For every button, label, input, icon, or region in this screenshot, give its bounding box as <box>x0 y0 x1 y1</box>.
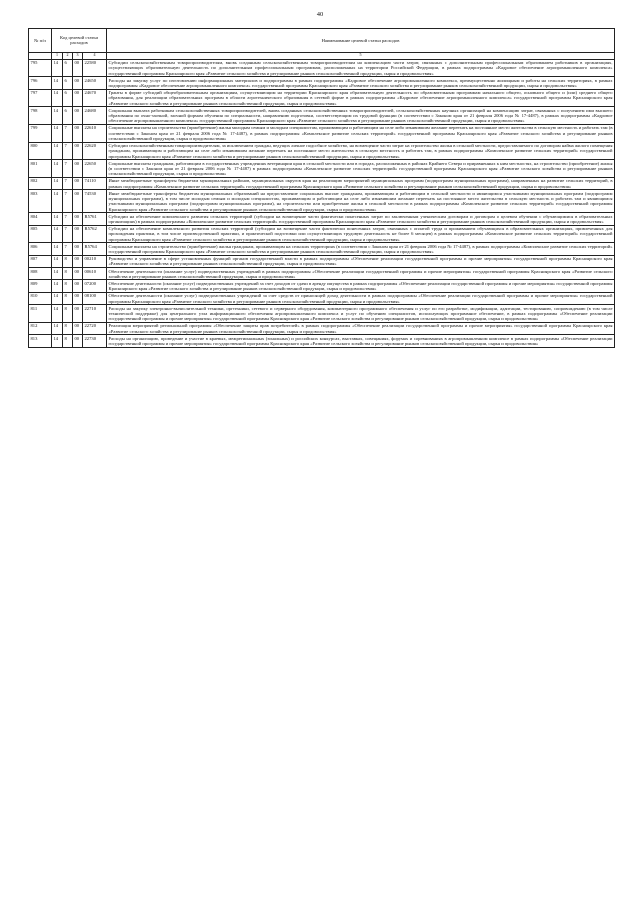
code-part-4: 22720 <box>83 322 107 334</box>
expense-name: Социальные выплаты на строительство (приобретение) жилья гражданам, проживающим на сельских территориях (в соответствии с Законом края от 21 февраля 2006 года № 17-4487), в рамках подпрограммы «Комплексное развитие сельских территорий» государственной программы Красноярского края «Развитие сельского хозяйства и регулирование рынков сельскохозяйственной продукции, сырья и продовольствия» <box>108 243 613 255</box>
table-row <box>29 255 615 267</box>
code-part-1: 14 <box>52 268 63 280</box>
code-part-2: 6 <box>63 89 73 107</box>
code-part-4: 24670 <box>83 89 107 107</box>
index-cell: 1 <box>52 52 63 59</box>
code-part-1: 14 <box>52 160 63 178</box>
table-row <box>29 177 615 189</box>
code-part-4: R5764 <box>83 243 107 255</box>
code-part-2: 8 <box>63 255 73 267</box>
table-row <box>29 124 615 142</box>
expense-name: Социальная выплата работникам сельскохозяйственных товаропроизводителей, вновь созданных сельскохозяйственных товаропроизводителей, сельскохозяйственных научных организаций на компенсацию затрат, связанных с получением ими высшего образования по очно-заочной, заочной формам обучения по специальности, направлению подготовки, соответствующим их трудовой функции (в соответствии с Законом края от 21 февраля 2006 года № 17-4487), в рамках подпрограммы «Кадровое обеспечение агропромышленного комплекса» государственной программы Красноярского края «Развитие сельского хозяйства и регулирование рынков сельскохозяйственной продукции, сырья и продовольствия» <box>108 107 613 124</box>
table-row <box>29 305 615 323</box>
code-part-2: 8 <box>63 292 73 304</box>
row-number: 803 <box>29 190 52 213</box>
code-part-1: 14 <box>52 107 63 125</box>
row-number: 804 <box>29 213 52 225</box>
code-part-1: 14 <box>52 255 63 267</box>
code-part-1: 14 <box>52 89 63 107</box>
expense-name: Расходы на закупку электронно-вычислительной техники, оргтехники, сетевого и серверного оборудования, компьютерного программного обеспечения и услуг по его разработке, модификации, адаптации, тестированию, сопровождению (в том числе технической поддержке) для центрального узла информационного обеспечения агропромышленного комплекса и услуг по обучению специалистов, использующих программное обеспечение, в рамках подпрограммы «Обеспечение реализации государственной программы и прочие мероприятия» государственной программы Красноярского края «Развитие сельского хозяйства и регулирование рынков сельскохозяйственной продукции, сырья и продовольствия» <box>108 305 613 322</box>
code-part-1: 14 <box>52 59 63 77</box>
code-part-4: 24680 <box>83 107 107 125</box>
code-part-1: 14 <box>52 280 63 292</box>
row-number: 800 <box>29 142 52 160</box>
table-header-row <box>29 29 615 53</box>
page-number: 40 <box>316 11 324 18</box>
table-row <box>29 335 615 347</box>
code-part-3: 00 <box>73 77 83 89</box>
table-row <box>29 213 615 225</box>
header-code: Код целевой статьи расходов <box>52 29 107 53</box>
code-part-4: R5762 <box>83 225 107 243</box>
expense-name: Субсидии сельскохозяйственным товаропроизводителям, за исключением граждан, ведущих личное подсобное хозяйство, на возмещение части затрат на строительство жилья в сельской местности, предоставляемого по договорам найма жилого помещения гражданам, проживающим и работающим на селе либо изъявившим желание переехать на постоянное место жительства в сельскую местность и работать там, в рамках подпрограммы «Комплексное развитие сельских территорий» государственной программы Красноярского края «Развитие сельского хозяйства и регулирование рынков сельскохозяйственной продукции, сырья и продовольствия» <box>108 143 613 159</box>
index-cell <box>29 52 52 59</box>
index-cell: 3 <box>73 52 83 59</box>
expense-name: Обеспечение деятельности (оказание услуг) подведомственных учреждений за счет доходов от сдачи в аренду имущества в рамках подпрограммы «Обеспечение реализации государственной программы и прочие мероприятия» государственной программы Красноярского края «Развитие сельского хозяйства и регулирование рынков сельскохозяйственной продукции, сырья и продовольствия» <box>108 280 613 292</box>
code-part-2: 8 <box>63 322 73 334</box>
expense-name: Иные межбюджетные трансферты бюджетам муниципальных образований на предоставление социальных выплат гражданам, проживающим и работающим в сельской местности и являющимся участниками муниципальных программ (подпрограмм муниципальных программ), в том числе молодым семьям и молодым специалистам, проживающим и работающим на селе либо изъявившим желание переехать на постоянное место жительства в сельскую местность и работать там и являющимся участниками муниципальных программ (подпрограмм муниципальных программ), на строительство или приобретение жилья в сельской местности в рамках подпрограммы «Комплексное развитие сельских территорий» государственной программы Красноярского края «Развитие сельского хозяйства и регулирование рынков сельскохозяйственной продукции, сырья и продовольствия» <box>108 190 613 212</box>
table-row <box>29 59 615 77</box>
expense-name: Реализация мероприятий региональной программы «Обеспечение защиты прав потребителей» в рамках подпрограммы «Обеспечение реализации государственной программы и прочие мероприятия» государственной программы Красноярского края «Развитие сельского хозяйства и регулирование рынков сельскохозяйственной продукции, сырья и продовольствия» <box>108 323 613 334</box>
code-part-1: 14 <box>52 142 63 160</box>
code-part-1: 14 <box>52 243 63 255</box>
code-part-1: 14 <box>52 190 63 213</box>
code-part-4: 74110 <box>83 177 107 189</box>
row-number: 809 <box>29 280 52 292</box>
row-number: 811 <box>29 305 52 323</box>
row-number: 813 <box>29 335 52 347</box>
table-row <box>29 77 615 89</box>
expense-name: Обеспечение деятельности (оказание услуг) подведомственных учреждений за счет средств от приносящей доход деятельности в рамках подпрограммы «Обеспечение реализации государственной программы и прочие мероприятия» государственной программы Красноярского края «Развитие сельского хозяйства и регулирование рынков сельскохозяйственной продукции, сырья и продовольствия» <box>108 293 613 304</box>
expense-name: Субсидии на обеспечение комплексного развития сельских территорий (субсидии на возмещение части фактически понесенных затрат, связанных с оплатой труда и проживанием обучающихся в образовательных организациях, привлеченных для прохождения практики, в том числе производственной практики, и практической подготовки или осуществляющих трудовую деятельность не более 6 месяцев) в рамках подпрограммы «Комплексное развитие сельских территорий» государственной программы Красноярского края «Развитие сельского хозяйства и регулирование рынков сельскохозяйственной продукции, сырья и продовольствия» <box>108 226 613 242</box>
code-part-3: 00 <box>73 142 83 160</box>
target-expense-table <box>28 28 615 348</box>
code-part-3: 00 <box>73 255 83 267</box>
code-part-2: 7 <box>63 213 73 225</box>
table-index-row <box>29 52 615 59</box>
code-part-2: 7 <box>63 190 73 213</box>
code-part-1: 14 <box>52 77 63 89</box>
code-part-1: 14 <box>52 335 63 347</box>
code-part-3: 00 <box>73 292 83 304</box>
code-part-1: 14 <box>52 292 63 304</box>
code-part-2: 8 <box>63 305 73 323</box>
expense-name: Иные межбюджетные трансферты бюджетам муниципальных районов, муниципальных округов края на реализацию мероприятий муниципальных программ (подпрограмм муниципальных программ), направленных на развитие сельских территорий, в рамках подпрограммы «Комплексное развитие сельских территорий» государственной программы Красноярского края «Развитие сельского хозяйства и регулирование рынков сельскохозяйственной продукции, сырья и продовольствия» <box>108 178 613 189</box>
table-row <box>29 225 615 243</box>
row-number: 796 <box>29 77 52 89</box>
index-cell: 4 <box>83 52 107 59</box>
table-body <box>29 59 615 347</box>
code-part-1: 14 <box>52 305 63 323</box>
header-name: Наименование целевой статьи расходов <box>107 29 615 53</box>
row-number: 799 <box>29 124 52 142</box>
code-part-2: 7 <box>63 177 73 189</box>
code-part-4: 22620 <box>83 142 107 160</box>
row-number: 810 <box>29 292 52 304</box>
code-part-1: 14 <box>52 322 63 334</box>
code-part-2: 7 <box>63 142 73 160</box>
code-part-2: 8 <box>63 268 73 280</box>
index-cell: 5 <box>107 52 615 59</box>
code-part-3: 00 <box>73 59 83 77</box>
expense-name: Субсидии сельскохозяйственным товаропроизводителям, вновь созданным сельскохозяйственным товаропроизводителям на компенсацию части затрат, связанных с дополнительным профессиональным образованием работников в организациях, осуществляющих образовательную деятельность по дополнительным профессиональным программам, расположенных на территории Российской Федерации, в рамках подпрограммы «Кадровое обеспечение агропромышленного комплекса» государственной программы Красноярского края «Развитие сельского хозяйства и регулирование рынков сельскохозяйственной продукции, сырья и продовольствия» <box>108 59 613 76</box>
code-part-4: 00610 <box>83 268 107 280</box>
row-number: 806 <box>29 243 52 255</box>
expense-name: Обеспечение деятельности (оказание услуг) подведомственных учреждений в рамках подпрограммы «Обеспечение реализации государственной программы и прочие мероприятия» государственной программы Красноярского края «Развитие сельского хозяйства и регулирование рынков сельскохозяйственной продукции, сырья и продовольствия» <box>108 268 613 279</box>
row-number: 797 <box>29 89 52 107</box>
expense-name: Субсидии на обеспечение комплексного развития сельских территорий (субсидии на возмещение части фактически понесенных затрат по заключенным ученическим договорам и договорам о целевом обучении с обучающимися в образовательных организациях) в рамках подпрограммы «Комплексное развитие сельских территорий» государственной программы Красноярского края «Развитие сельского хозяйства и регулирование рынков сельскохозяйственной продукции, сырья и продовольствия» <box>108 213 613 224</box>
table-row <box>29 160 615 178</box>
code-part-3: 00 <box>73 243 83 255</box>
row-number: 812 <box>29 322 52 334</box>
code-part-1: 14 <box>52 225 63 243</box>
row-number: 801 <box>29 160 52 178</box>
code-part-3: 00 <box>73 305 83 323</box>
code-part-2: 6 <box>63 107 73 125</box>
code-part-2: 8 <box>63 280 73 292</box>
index-cell: 2 <box>63 52 73 59</box>
expense-name: Социальные выплаты гражданам, работающим в государственных учреждениях ветеринарии края в сельской местности или в городах, расположенных в районах Крайнего Севера и приравненных к ним местностях, на строительство (приобретение) жилья (в соответствии с Законом края от 21 февраля 2006 года № 17-4487) в рамках подпрограммы «Комплексное развитие сельских территорий» государственной программы Красноярского края «Развитие сельского хозяйства и регулирование рынков сельскохозяйственной продукции, сырья и продовольствия» <box>108 160 613 177</box>
row-number: 802 <box>29 177 52 189</box>
code-part-4: 22610 <box>83 124 107 142</box>
code-part-2: 6 <box>63 59 73 77</box>
code-part-2: 7 <box>63 160 73 178</box>
table-row <box>29 243 615 255</box>
code-part-1: 14 <box>52 124 63 142</box>
code-part-3: 00 <box>73 89 83 107</box>
code-part-4: 24650 <box>83 77 107 89</box>
row-number: 808 <box>29 268 52 280</box>
code-part-4: 22650 <box>83 160 107 178</box>
code-part-4: 74530 <box>83 190 107 213</box>
code-part-3: 00 <box>73 124 83 142</box>
code-part-1: 14 <box>52 213 63 225</box>
code-part-3: 00 <box>73 225 83 243</box>
code-part-4: R5761 <box>83 213 107 225</box>
code-part-3: 00 <box>73 335 83 347</box>
code-part-3: 00 <box>73 107 83 125</box>
table-row <box>29 107 615 125</box>
code-part-3: 00 <box>73 280 83 292</box>
table-row <box>29 89 615 107</box>
code-part-2: 8 <box>63 335 73 347</box>
code-part-3: 00 <box>73 177 83 189</box>
code-part-3: 00 <box>73 213 83 225</box>
expense-name: Социальные выплаты на строительство (приобретение) жилья молодым семьям и молодым специалистам, проживающим и работающим на селе либо изъявившим желание переехать на постоянное место жительства в сельскую местность и работать там (в соответствии с Законом края от 21 февраля 2006 года № 17-4487), в рамках подпрограммы «Комплексное развитие сельских территорий» государственной программы Красноярского края «Развитие сельского хозяйства и регулирование рынков сельскохозяйственной продукции, сырья и продовольствия» <box>108 125 613 141</box>
table-row <box>29 322 615 334</box>
table-row <box>29 280 615 292</box>
code-part-2: 7 <box>63 243 73 255</box>
code-part-4: 22730 <box>83 335 107 347</box>
row-number: 798 <box>29 107 52 125</box>
code-part-4: 22580 <box>83 59 107 77</box>
expense-name: Расходы на организацию, проведение и участие в краевых, межрегиональных (зональных) и российских конкурсах, выставках, совещаниях, форумах и соревнованиях в агропромышленном комплексе в рамках подпрограммы «Обеспечение реализации государственной программы и прочие мероприятия» государственной программы Красноярского края «Развитие сельского хозяйства и регулирование рынков сельскохозяйственной продукции, сырья и продовольствия» <box>108 335 613 346</box>
table-row <box>29 142 615 160</box>
expense-name: Руководство и управление в сфере установленных функций органов государственной власти в рамках подпрограммы «Обеспечение реализации государственной программы и прочие мероприятия» государственной программы Красноярского края «Развитие сельского хозяйства и регулирование рынков сельскохозяйственной продукции, сырья и продовольствия» <box>108 256 613 267</box>
code-part-3: 00 <box>73 160 83 178</box>
row-number: 807 <box>29 255 52 267</box>
table-row <box>29 292 615 304</box>
expense-name: Расходы на закупку услуг по изготовлению информационных материалов и подпрограммы в рамках подпрограммы «Кадровое обеспечение агропромышленного комплекса, преимущественно жилищным и работы на сельских территориях, в рамках подпрограммы «Кадровое обеспечение агропромышленного комплекса» государственной программы Красноярского края «Развитие сельского хозяйства и регулирование рынков сельскохозяйственной продукции, сырья и продовольствия» <box>108 77 613 88</box>
code-part-2: 7 <box>63 225 73 243</box>
code-part-4: 00210 <box>83 255 107 267</box>
code-part-1: 14 <box>52 177 63 189</box>
table-row <box>29 268 615 280</box>
code-part-4: 07200 <box>83 280 107 292</box>
code-part-3: 00 <box>73 322 83 334</box>
expense-name: Гранты в форме субсидий общеобразовательным организациям, осуществляющим на территории Красноярского края образовательную деятельность по образовательным программам начального общего, основного общего и (или) среднего общего образования, для реализации образовательных программ в области агротехнического образования в сетевой форме в рамках подпрограммы «Кадровое обеспечение агропромышленного комплекса» государственной программы Красноярского края «Развитие сельского хозяйства и регулирование рынков сельскохозяйственной продукции, сырья и продовольствия» <box>108 90 613 106</box>
table-row <box>29 190 615 213</box>
code-part-3: 00 <box>73 190 83 213</box>
code-part-4: 22710 <box>83 305 107 323</box>
code-part-2: 7 <box>63 124 73 142</box>
code-part-4: 08100 <box>83 292 107 304</box>
code-part-3: 00 <box>73 268 83 280</box>
header-number: № п/п <box>29 29 52 53</box>
row-number: 805 <box>29 225 52 243</box>
row-number: 795 <box>29 59 52 77</box>
code-part-2: 6 <box>63 77 73 89</box>
